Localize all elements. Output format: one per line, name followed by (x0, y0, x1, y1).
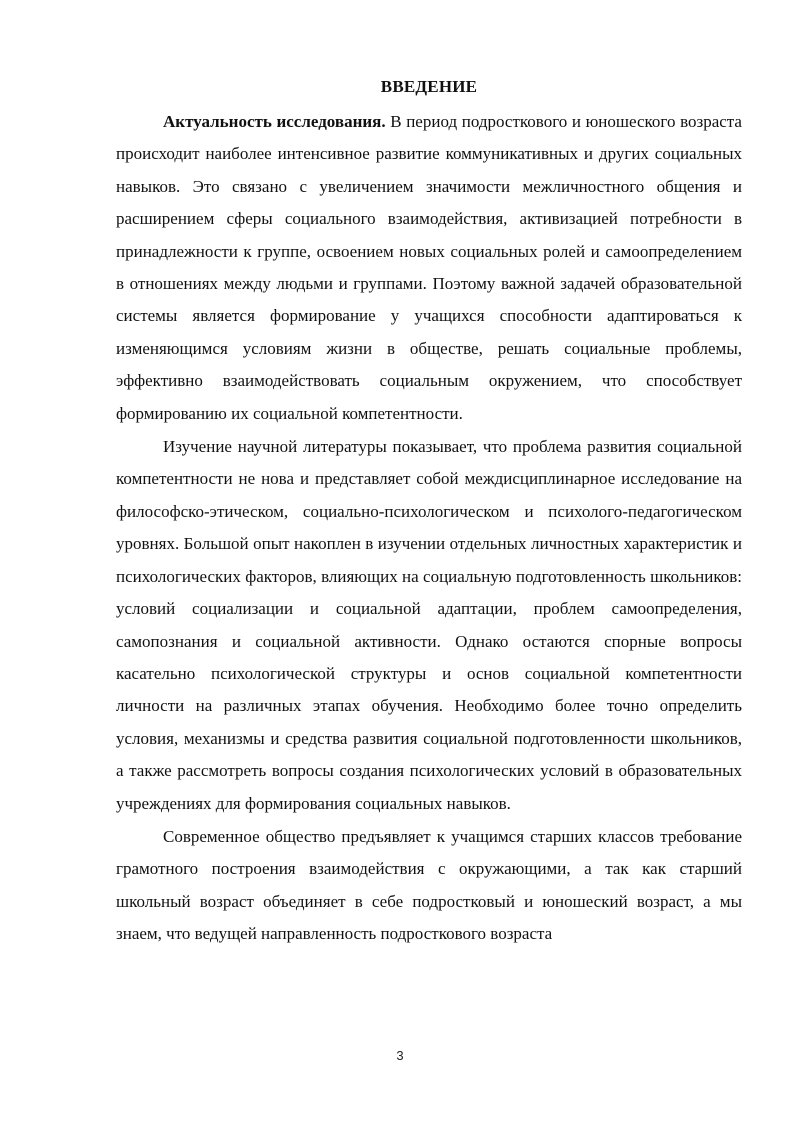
paragraph-lead: Актуальность исследования. (163, 112, 386, 131)
paragraph-relevance (116, 106, 742, 430)
paragraph-text: В период подросткового и юношеского возраста происходит наиболее интенсивное развитие коммуникативных и других социальных навыков. Это связано с увеличением значимости межличностного общения и расширением сферы социального взаимодействия, активизацией потребности в принадлежности к группе, освоением новых социальных ролей и самоопределением в отношениях между людьми и группами. Поэтому важной задачей образовательной системы является формирование у учащихся способности адаптироваться к изменяющимся условиям жизни в обществе, решать социальные проблемы, эффективно взаимодействовать социальным окружением, что способствует формированию их социальной компетентности. (116, 112, 742, 423)
paragraph-society: Современное общество предъявляет к учащимся старших классов требование грамотного построения взаимодействия с окружающими, а так как старший школьный возраст объединяет в себе подростковый и юношеский возраст, а мы знаем, что ведущей направленность подросткового возраста (116, 826, 742, 944)
page-content (116, 74, 742, 951)
section-heading: ВВЕДЕНИЕ (380, 77, 478, 96)
paragraph-literature: Изучение научной литературы показывает, что проблема развития социальной компетентности не нова и представляет собой междисциплинарное исследование на философско-этическом, социально-психологическом и психолого-педагогическом уровнях. Большой опыт накоплен в изучении отдельных личностных характеристик и психологических факторов, влияющих на социальную подготовленность школьников: условий социализации и социальной адаптации, проблем самоопределения, самопознания и социальной активности. Однако остаются спорные вопросы касательно психологической структуры и основ социальной компетентности личности на различных этапах обучения. Необходимо более точно определить условия, механизмы и средства развития социальной подготовленности школьников, а также рассмотреть вопросы создания психологических условий в образовательных учреждениях для формирования социальных навыков. (116, 437, 742, 813)
page-number: 3 (396, 1048, 404, 1063)
